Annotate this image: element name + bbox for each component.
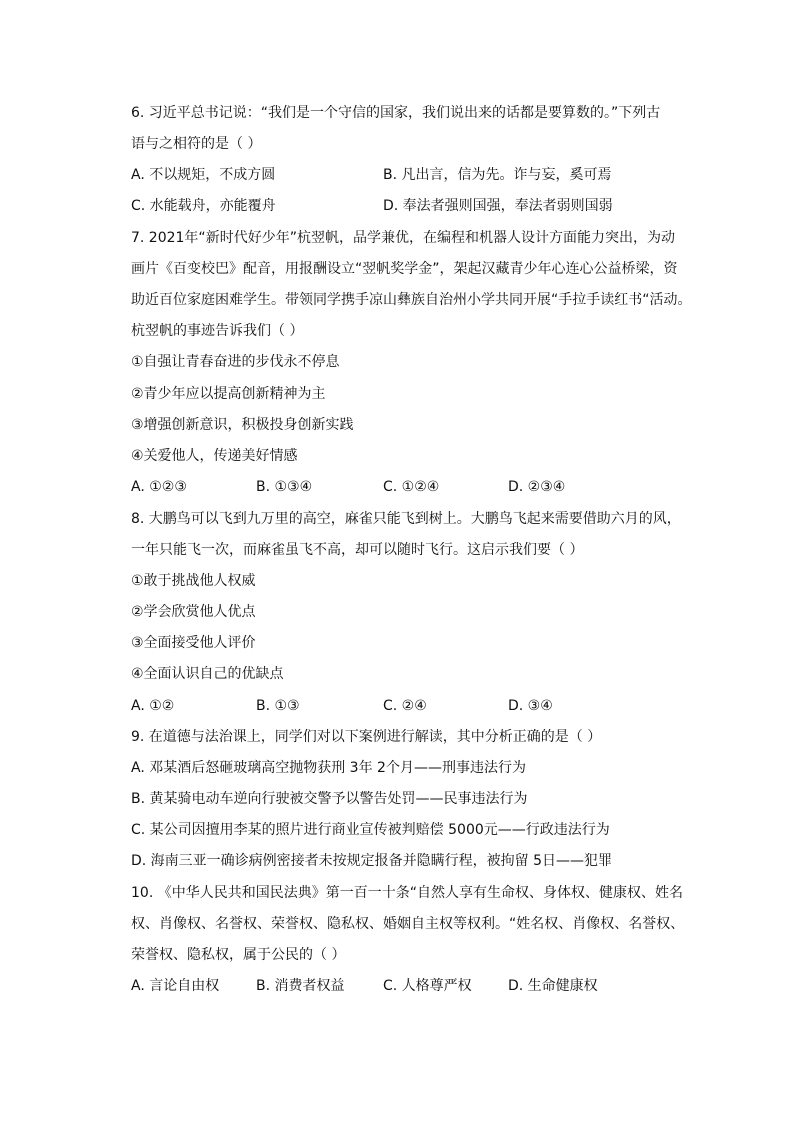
q8-option-d: D. ③④ <box>508 698 553 714</box>
q6-option-c: C. 水能载舟，亦能覆舟 <box>131 198 276 214</box>
q7-statement-1: ①自强让青春奋进的步伐永不停息 <box>131 354 340 370</box>
q6-option-b: B. 凡出言，信为先。诈与妄，奚可焉 <box>383 167 612 183</box>
q7-option-d: D. ②③④ <box>508 479 566 495</box>
q8-statement-4: ④全面认识自己的优缺点 <box>131 666 284 682</box>
q7-stem-line-1: 7. 2021年“新时代好少年”杭翌帆，品学兼优，在编程和机器人设计方面能力突出，为动 <box>131 230 675 246</box>
q7-option-c: C. ①②④ <box>383 479 440 495</box>
q8-statement-1: ①敢于挑战他人权威 <box>131 573 256 589</box>
q8-statement-2: ②学会欣赏他人优点 <box>131 604 256 620</box>
q10-option-a: A. 言论自由权 <box>131 978 220 994</box>
q7-statement-3: ③增强创新意识，积极投身创新实践 <box>131 417 354 433</box>
q10-option-b: B. 消费者权益 <box>256 978 345 994</box>
q6-option-d: D. 奉法者强则国强，奉法者弱则国弱 <box>383 198 613 214</box>
q10-option-d: D. 生命健康权 <box>508 978 598 994</box>
q8-stem-line-1: 8. 大鹏鸟可以飞到九万里的高空，麻雀只能飞到树上。大鹏鸟飞起来需要借助六月的风， <box>131 511 681 527</box>
q9-option-d: D. 海南三亚一确诊病例密接者未按规定报备并隐瞒行程，被拘留 5日——犯罪 <box>131 853 613 869</box>
q8-statement-3: ③全面接受他人评价 <box>131 635 256 651</box>
q9-stem-line-1: 9. 在道德与法治课上，同学们对以下案例进行解读，其中分析正确的是（ ） <box>131 729 602 745</box>
q7-stem-line-3: 助近百位家庭困难学生。带领同学携手凉山彝族自治州小学共同开展“手拉手读红书“活动。 <box>131 292 692 308</box>
q8-stem-line-2: 一年只能飞一次，而麻雀虽飞不高，却可以随时飞行。这启示我们要（ ） <box>131 542 584 558</box>
q8-option-b: B. ①③ <box>256 698 300 714</box>
q7-stem-line-4: 杭翌帆的事迹告诉我们（ ） <box>131 323 304 339</box>
q7-statement-4: ④关爱他人，传递美好情感 <box>131 448 298 464</box>
q10-option-c: C. 人格尊严权 <box>383 978 472 994</box>
q7-option-b: B. ①③④ <box>256 479 313 495</box>
q10-stem-line-2: 权、肖像权、名誉权、荣誉权、隐私权、婚姻自主权等权利。“姓名权、肖像权、名誉权、 <box>131 916 685 932</box>
q6-option-a: A. 不以规矩，不成方圆 <box>131 167 276 183</box>
q9-option-c: C. 某公司因擅用李某的照片进行商业宣传被判赔偿 5000元——行政违法行为 <box>131 822 610 838</box>
q6-stem-line-2: 语与之相符的是（ ） <box>131 136 262 152</box>
q9-option-a: A. 邓某酒后怒砸玻璃高空抛物获刑 3年 2个月——刑事违法行为 <box>131 760 526 776</box>
q6-stem-line-1: 6. 习近平总书记说：“我们是一个守信的国家，我们说出来的话都是要算数的。”下列古 <box>131 105 661 121</box>
q8-option-c: C. ②④ <box>383 698 427 714</box>
q10-stem-line-3: 荣誉权、隐私权，属于公民的（ ） <box>131 947 346 963</box>
q9-option-b: B. 黄某骑电动车逆向行驶被交警予以警告处罚——民事违法行为 <box>131 791 528 807</box>
q7-statement-2: ②青少年应以提高创新精神为主 <box>131 386 326 402</box>
q7-option-a: A. ①②③ <box>131 479 187 495</box>
q8-option-a: A. ①② <box>131 698 175 714</box>
q10-stem-line-1: 10. 《中华人民共和国民法典》第一百一十条“自然人享有生命权、身体权、健康权、姓名 <box>131 885 683 901</box>
q7-stem-line-2: 画片《百变校巴》配音，用报酬设立“翌帆奖学金”，架起汉藏青少年心连心公益桥梁，资 <box>131 261 678 277</box>
